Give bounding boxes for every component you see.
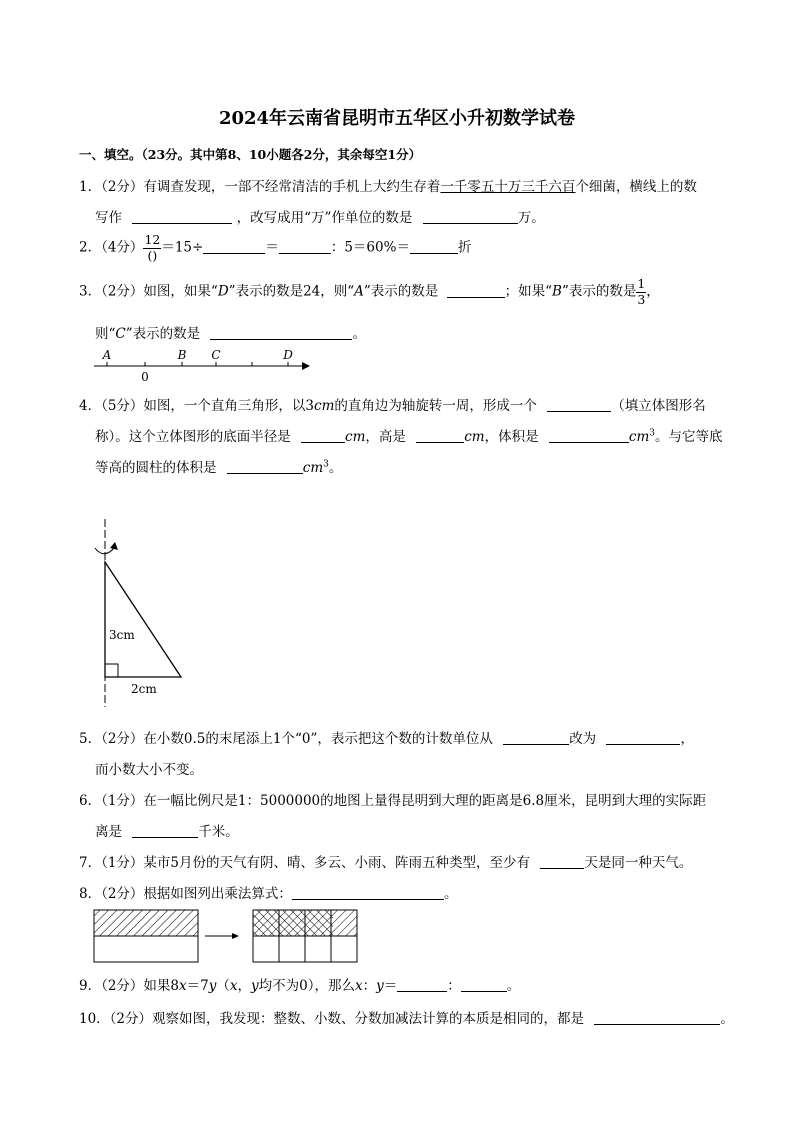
answer-blank[interactable]	[227, 459, 303, 474]
question-4-line-1: 4．（5分）如图，一个直角三角形，以3cm的直角边为轴旋转一周，形成一个 （填立体图形名	[79, 398, 706, 414]
answer-blank[interactable]	[292, 885, 444, 900]
question-4-line-3: 等高的圆柱的体积是 $cm^3$。	[95, 459, 343, 476]
rectangle-after	[253, 910, 357, 962]
rotation-arrowhead-icon	[110, 542, 118, 550]
question-6-line-1: 6．（1分）在一幅比例尺是1：5000000的地图上量得昆明到大理的距离是6.8厘米，昆明到大理的实际距	[79, 793, 707, 809]
fraction: $\frac{1}{3}$	[637, 276, 646, 307]
arrow-head-icon	[232, 933, 239, 939]
answer-blank[interactable]	[461, 977, 507, 992]
label-2cm: 2cm	[131, 682, 157, 696]
question-5-line-1: 5．（2分）在小数0.5的末尾添上1个“0”，表示把这个数的计数单位从 改为 ，	[79, 731, 694, 747]
question-10: 10．（2分）观察如图，我发现：整数、小数、分数加减法计算的本质是相同的，都是 。	[79, 1011, 734, 1027]
label-zero: 0	[141, 370, 149, 384]
question-3-line-2: 则“C”表示的数是 。	[95, 326, 366, 342]
answer-blank[interactable]	[132, 823, 198, 838]
question-5-line-2: 而小数大小不变。	[95, 762, 203, 778]
rectangle-before	[94, 910, 198, 962]
answer-blank[interactable]	[594, 1010, 720, 1025]
answer-blank[interactable]	[606, 730, 680, 745]
answer-blank[interactable]	[397, 977, 447, 992]
label-C: C	[211, 348, 221, 362]
label-3cm: 3cm	[109, 628, 135, 642]
page-title: 2024年云南省昆明市五华区小升初数学试卷	[218, 108, 576, 129]
label-A: A	[102, 348, 112, 362]
question-1-line-2: 写作 ，改写成用“万”作单位的数是 万。	[95, 210, 545, 226]
fraction: $\frac{12}{()}$	[144, 232, 161, 263]
answer-blank[interactable]	[549, 428, 629, 443]
question-1-line-1: 1．（2分）有调查发现，一部不经常清洁的手机上大约生存着一千零五十万三千六百个细菌，横线上的数	[79, 179, 697, 195]
answer-blank[interactable]	[547, 397, 611, 412]
answer-blank[interactable]	[416, 428, 464, 443]
question-2: 2．（4分） $\frac{12}{()}$ ＝15÷ ＝ ：5＝60%＝ 折	[79, 232, 472, 263]
label-D: D	[283, 348, 293, 362]
answer-blank[interactable]	[503, 730, 569, 745]
label-B: B	[177, 348, 187, 362]
arrow-head-icon	[302, 362, 310, 370]
question-3-line-1: 3．（2分）如图，如果“D”表示的数是24，则“A”表示的数是 ；如果“B”表示的数是 $\frac{1}{3}$ ，	[79, 276, 660, 307]
answer-blank[interactable]	[301, 428, 345, 443]
answer-blank[interactable]	[540, 854, 584, 869]
question-9: 9．（2分）如果8x＝7y（x，y均不为0），那么x：y＝ ： 。	[79, 978, 521, 994]
section-heading: 一、填空。（23分。其中第8、10小题各2分，其余每空1分）	[79, 147, 422, 162]
question-6-line-2: 离是 千米。	[95, 824, 239, 840]
right-triangle	[105, 562, 181, 677]
question-8: 8．（2分）根据如图列出乘法算式： 。	[79, 886, 458, 902]
ticks	[107, 362, 288, 366]
right-angle-mark	[105, 664, 118, 677]
question-7: 7．（1分）某市5月份的天气有阴、晴、多云、小雨、阵雨五种类型，至少有 天是同一种天气。	[79, 855, 693, 871]
question-4-line-2: 称）。这个立体图形的底面半径是 cm，高是 cm，体积是 $cm^3$。与它等底	[95, 428, 723, 445]
